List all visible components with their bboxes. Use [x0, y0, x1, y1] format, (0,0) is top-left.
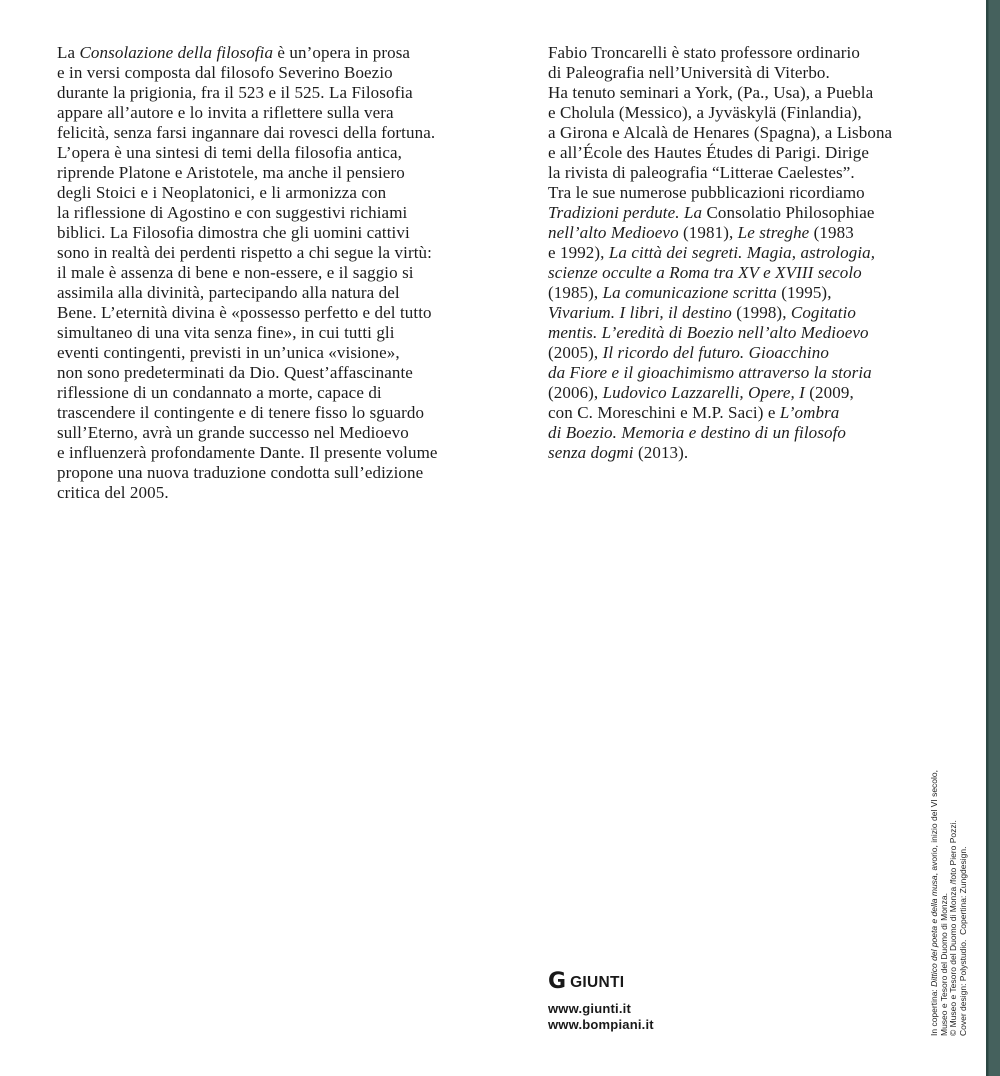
text-line: Fabio Troncarelli è stato professore ordinario [548, 43, 860, 62]
text-line: e Cholula (Messico), a Jyväskylä (Finlandia), [548, 103, 862, 122]
text-line: e in versi composta dal filosofo Severino Boezio [57, 63, 393, 82]
text-line: critica del 2005. [57, 483, 169, 502]
text-line: sono in realtà dei perdenti rispetto a chi segue la virtù: [57, 243, 432, 262]
text-line: Museo e Tesoro del Duomo di Monza. [938, 892, 949, 1036]
text-line: (2006), Ludovico Lazzarelli, Opere, I (2009, [548, 383, 854, 402]
author-bio-text [548, 43, 892, 463]
giunti-g-icon: G [548, 969, 567, 994]
text-line: con C. Moreschini e M.P. Saci) e L’ombra [548, 403, 840, 422]
text-line: eventi contingenti, previsti in un’unica «visione», [57, 343, 400, 362]
text-line: e influenzerà profondamente Dante. Il presente volume [57, 443, 438, 462]
text-line: (1985), La comunicazione scritta (1995), [548, 283, 832, 302]
text-line: la riflessione di Agostino e con suggestivi richiami [57, 203, 408, 222]
bompiani-url: www.bompiani.it [548, 1016, 654, 1032]
text-line: a Girona e Alcalà de Henares (Spagna), a Lisbona [548, 123, 893, 142]
text-line: degli Stoici e i Neoplatonici, e li armonizza con [57, 183, 387, 202]
text-line: appare all’autore e lo invita a riflettere sulla vera [57, 103, 394, 122]
text-line: Tra le sue numerose pubblicazioni ricordiamo [548, 183, 865, 202]
text-line: riprende Platone e Aristotele, ma anche il pensiero [57, 163, 405, 182]
text-line: biblici. La Filosofia dimostra che gli uomini cattivi [57, 223, 410, 242]
cover-credits [929, 769, 968, 1036]
text-line: e 1992), La città dei segreti. Magia, astrologia, [548, 243, 876, 262]
text-line: assimila alla divinità, partecipando alla natura del [57, 283, 400, 302]
text-line: durante la prigionia, fra il 523 e il 525. La Filosofia [57, 83, 413, 102]
text-line: la rivista di paleografia “Litterae Caelestes”. [548, 163, 855, 182]
text-line: scienze occulte a Roma tra XV e XVIII secolo [548, 263, 862, 282]
text-line: Ha tenuto seminari a York, (Pa., Usa), a Puebla [548, 83, 874, 102]
spine-stripe [986, 0, 1000, 1076]
text-line: propone una nuova traduzione condotta sull’edizione [57, 463, 424, 482]
giunti-logo-text: GIUNTI [570, 974, 625, 991]
text-line: senza dogmi (2013). [548, 443, 689, 462]
text-line: © Museo e Tesoro del Duomo di Monza /foto Piero Pozzi. [948, 820, 958, 1036]
text-line: In copertina: Dittico del poeta e della musa, avorio, inizio del VI secolo, [929, 769, 939, 1036]
text-line: Vivarium. I libri, il destino (1998), Cogitatio [548, 303, 857, 322]
text-line: simultaneo di una vita senza fine», in cui tutti gli [57, 323, 395, 342]
giunti-logo [548, 969, 654, 994]
text-line: felicità, senza farsi ingannare dai rovesci della fortuna. [57, 123, 436, 142]
synopsis-text [57, 43, 438, 503]
text-line: L’opera è una sintesi di temi della filosofia antica, [57, 143, 403, 162]
text-line: (2005), Il ricordo del futuro. Gioacchino [548, 343, 829, 362]
text-line: mentis. L’eredità di Boezio nell’alto Medioevo [548, 323, 869, 342]
text-line: nell’alto Medioevo (1981), Le streghe (1983 [548, 223, 854, 242]
text-line: Cover design: Polystudio. Copertina: Zungdesign. [957, 846, 968, 1036]
giunti-url: www.giunti.it [548, 1001, 631, 1016]
text-line: riflessione di un condannato a morte, capace di [57, 383, 382, 402]
text-line: e all’École des Hautes Études di Parigi. Dirige [548, 143, 869, 162]
text-line: La Consolazione della filosofia è un’opera in prosa [57, 43, 411, 62]
text-line: sull’Eterno, avrà un grande successo nel Medioevo [57, 423, 409, 442]
publisher-block [548, 969, 654, 1032]
text-line: non sono predeterminati da Dio. Quest’affascinante [57, 363, 413, 382]
text-line: Bene. L’eternità divina è «possesso perfetto e del tutto [57, 303, 432, 322]
publisher-urls [548, 1001, 654, 1032]
text-line: di Paleografia nell’Università di Viterbo. [548, 63, 830, 82]
text-line: il male è assenza di bene e non-essere, e il saggio si [57, 263, 414, 282]
text-line: Tradizioni perdute. La Consolatio Philosophiae [548, 203, 875, 222]
text-line: da Fiore e il gioachimismo attraverso la storia [548, 363, 872, 382]
text-line: di Boezio. Memoria e destino di un filosofo [548, 423, 846, 442]
text-line: trascendere il contingente e di tenere fisso lo sguardo [57, 403, 425, 422]
